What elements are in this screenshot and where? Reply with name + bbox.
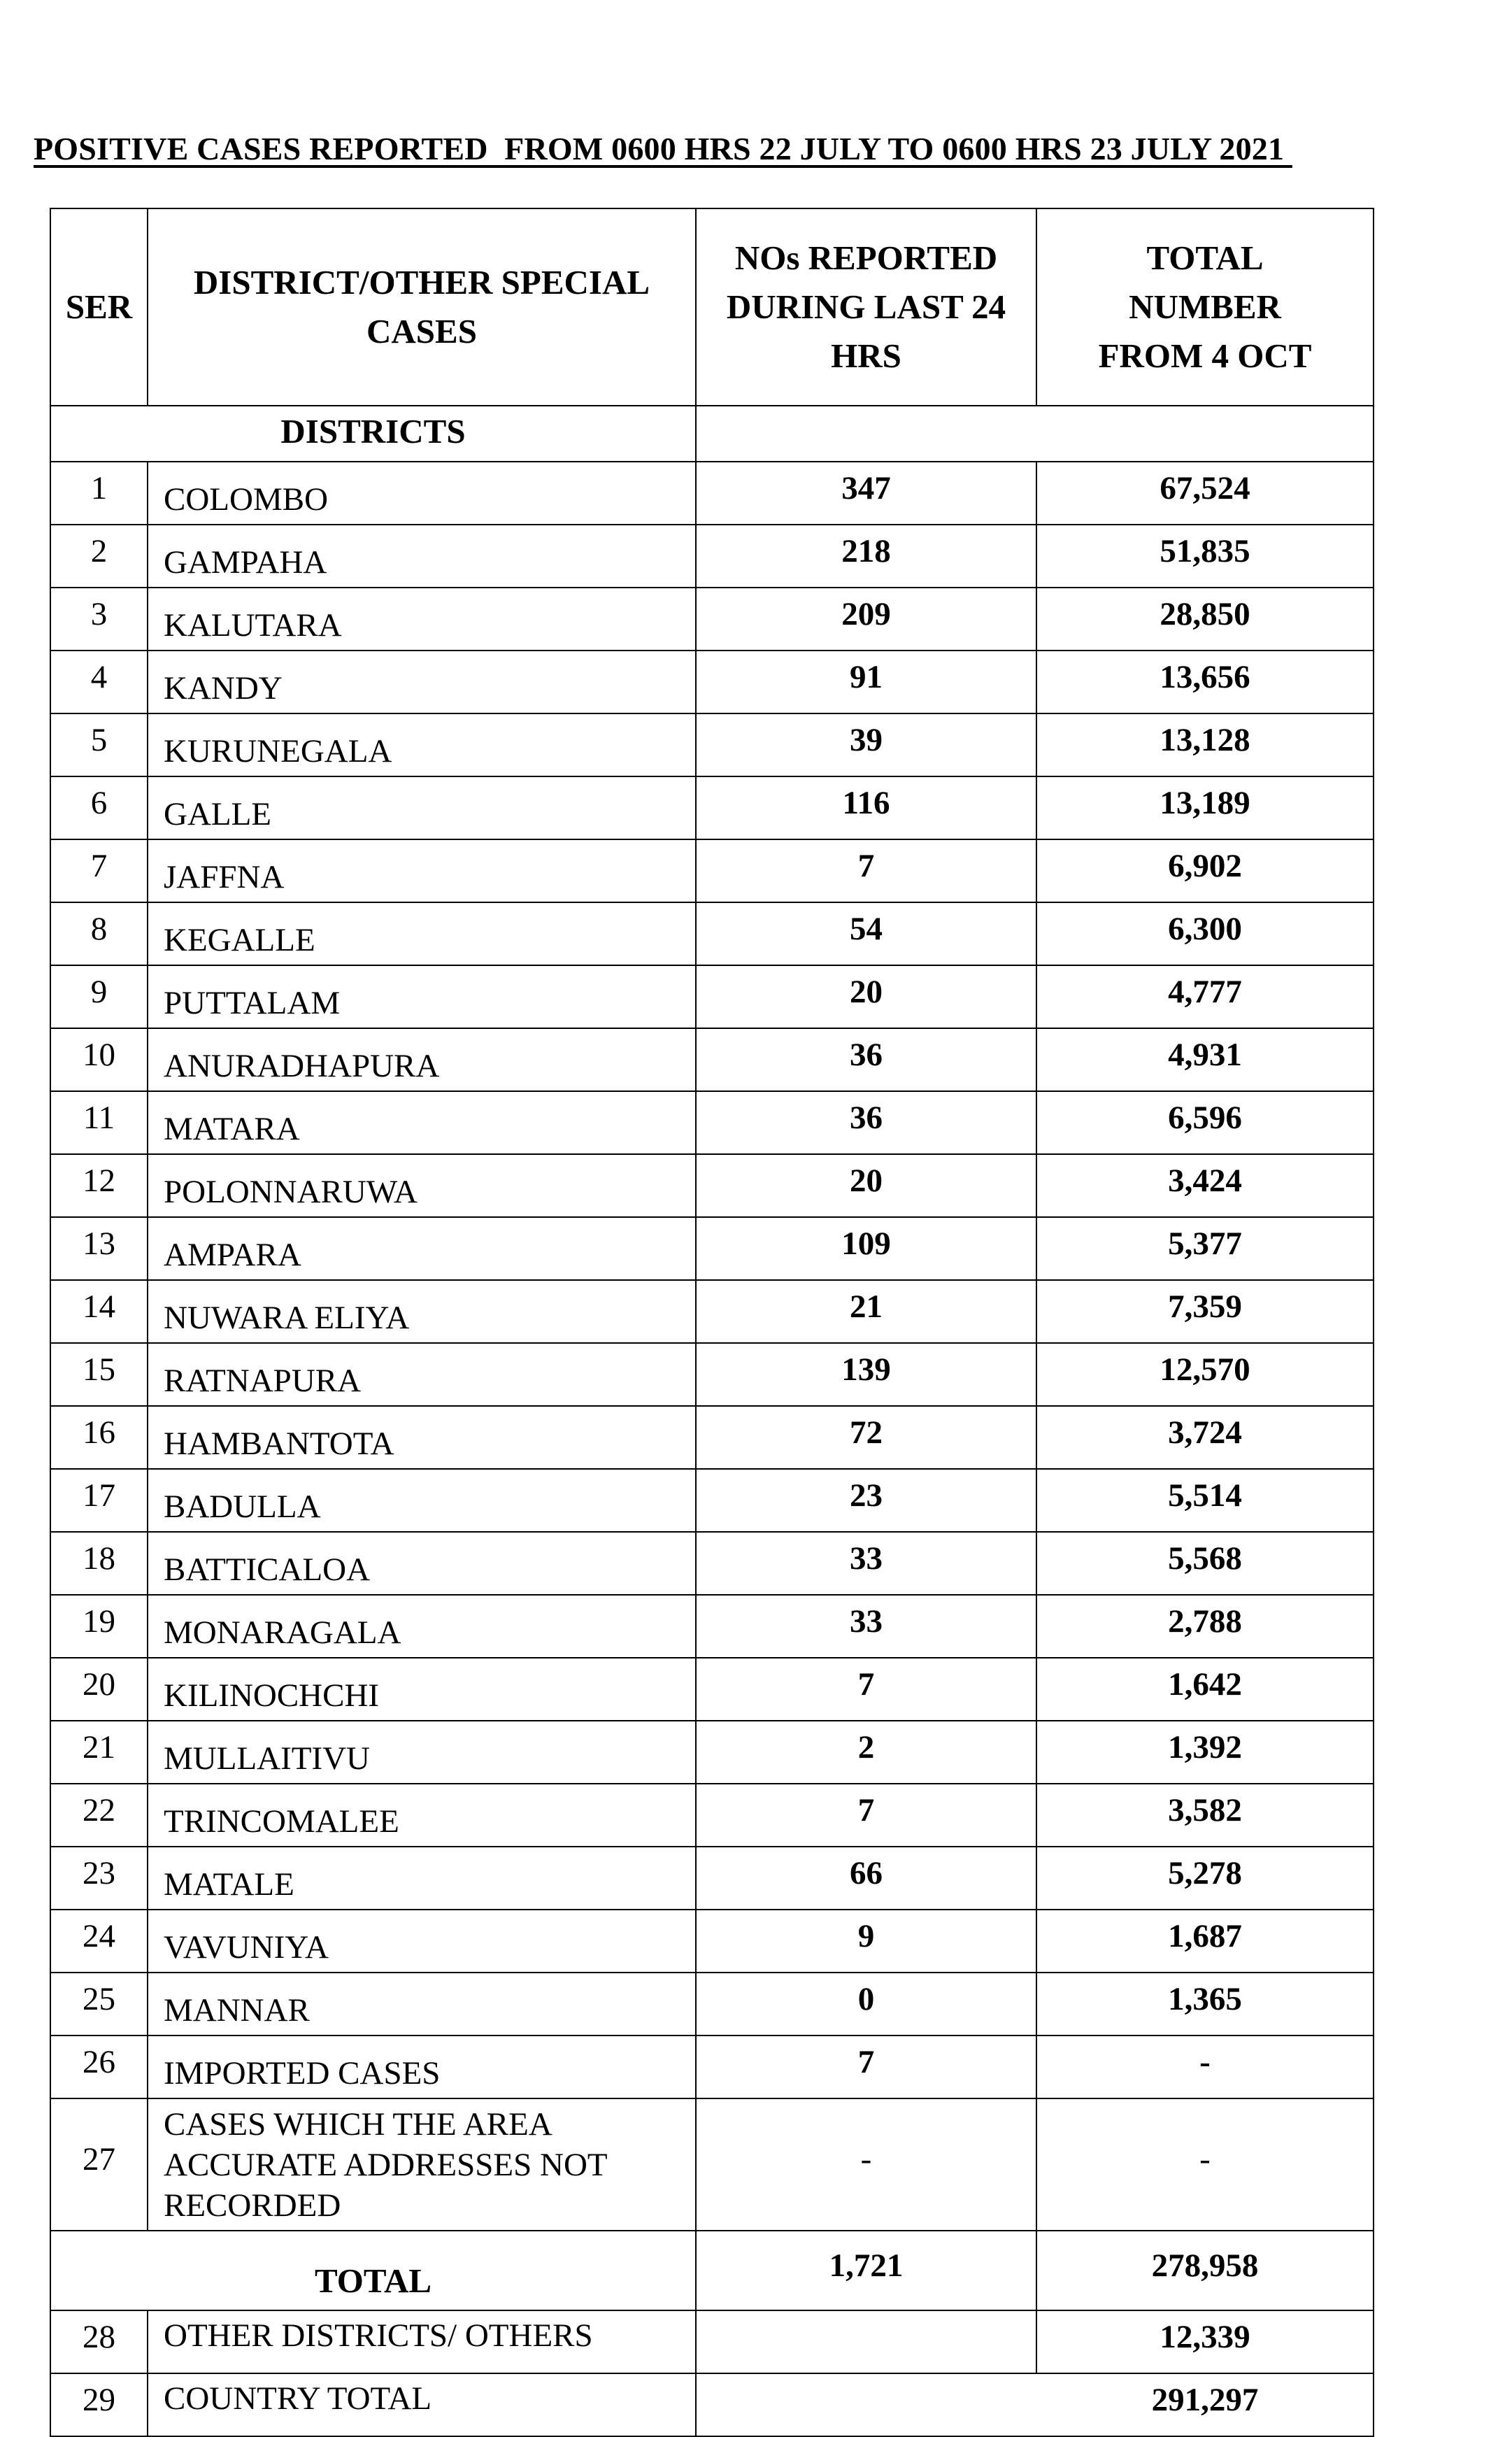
row-total: - [1036,2035,1374,2098]
row-last24: 72 [696,1406,1036,1469]
row-total: - [1036,2098,1374,2231]
header-district [148,208,696,406]
table-row [50,462,1374,525]
page-title: POSITIVE CASES REPORTED FROM 0600 HRS 22 JULY TO 0600 HRS 23 JULY 2021 [34,131,1292,166]
total-last24: 1,721 [696,2231,1036,2310]
row-total: 13,128 [1036,713,1374,776]
table-row [50,588,1374,651]
table-row [50,1280,1374,1343]
row-total: 6,902 [1036,839,1374,902]
row-ser: 7 [50,839,148,902]
row-ser: 18 [50,1532,148,1595]
header-total-label: TOTAL NUMBER FROM 4 OCT [1098,239,1312,375]
total-total: 278,958 [1036,2231,1374,2310]
row-name: ANURADHAPURA [148,1028,696,1091]
row-name: MANNAR [148,1973,696,2035]
row-name: GAMPAHA [148,525,696,588]
header-last24 [696,208,1036,406]
row-name: VAVUNIYA [148,1910,696,1973]
row-name: COUNTRY TOTAL [148,2373,696,2436]
table-row [50,2035,1374,2098]
row-total: 4,777 [1036,965,1374,1028]
row-name: KURUNEGALA [148,713,696,776]
row-last24: 33 [696,1532,1036,1595]
row-ser: 16 [50,1406,148,1469]
row-ser: 4 [50,651,148,713]
table-row [50,1595,1374,1658]
table-row [50,1217,1374,1280]
row-last24: 109 [696,1217,1036,1280]
row-name: COLOMBO [148,462,696,525]
row-name: RATNAPURA [148,1343,696,1406]
table-row [50,965,1374,1028]
row-last24: 36 [696,1028,1036,1091]
table-row [50,1406,1374,1469]
row-last24: 7 [696,2035,1036,2098]
row-name: IMPORTED CASES [148,2035,696,2098]
row-last24: 116 [696,776,1036,839]
row-name: MONARAGALA [148,1595,696,1658]
row-last24: 54 [696,902,1036,965]
row-name: PUTTALAM [148,965,696,1028]
row-last24: 36 [696,1091,1036,1154]
header-total [1036,208,1374,406]
table-row [50,1469,1374,1532]
row-last24-empty [696,2310,1036,2373]
row-total: 1,687 [1036,1910,1374,1973]
row-ser: 1 [50,462,148,525]
row-total: 1,365 [1036,1973,1374,2035]
table-row [50,1091,1374,1154]
row-name: MATALE [148,1847,696,1910]
section-label: DISTRICTS [50,406,696,462]
row-total: 3,424 [1036,1154,1374,1217]
row-last24: 39 [696,713,1036,776]
header-district-label: DISTRICT/OTHER SPECIAL CASES [193,263,650,350]
table-row [50,1721,1374,1784]
table-row [50,1784,1374,1847]
header-row [50,208,1374,406]
row-last24: 21 [696,1280,1036,1343]
row-last24: 209 [696,588,1036,651]
row-name: KILINOCHCHI [148,1658,696,1721]
row-total: 3,724 [1036,1406,1374,1469]
row-total: 3,582 [1036,1784,1374,1847]
row-ser: 2 [50,525,148,588]
row-ser: 6 [50,776,148,839]
row-ser: 11 [50,1091,148,1154]
table-row [50,1532,1374,1595]
row-last24: - [696,2098,1036,2231]
row-total: 13,189 [1036,776,1374,839]
row-ser: 15 [50,1343,148,1406]
row-total: 1,642 [1036,1658,1374,1721]
row-total: 291,297 [696,2373,1374,2436]
row-ser: 17 [50,1469,148,1532]
row-last24: 9 [696,1910,1036,1973]
row-ser: 26 [50,2035,148,2098]
row-total: 67,524 [1036,462,1374,525]
row-ser: 10 [50,1028,148,1091]
row-total: 7,359 [1036,1280,1374,1343]
table-row [50,525,1374,588]
row-total: 12,339 [1036,2310,1374,2373]
row-name: KANDY [148,651,696,713]
row-total: 5,514 [1036,1469,1374,1532]
row-name: NUWARA ELIYA [148,1280,696,1343]
table-row [50,776,1374,839]
row-name: MULLAITIVU [148,1721,696,1784]
row-last24: 33 [696,1595,1036,1658]
row-total: 6,300 [1036,902,1374,965]
row-last24: 7 [696,1784,1036,1847]
row-total: 28,850 [1036,588,1374,651]
table-row-28 [50,2310,1374,2373]
header-ser: SER [50,208,148,406]
table-row [50,651,1374,713]
row-total: 12,570 [1036,1343,1374,1406]
row-last24: 7 [696,839,1036,902]
row-last24: 23 [696,1469,1036,1532]
row-total: 5,377 [1036,1217,1374,1280]
row-ser: 5 [50,713,148,776]
row-last24: 66 [696,1847,1036,1910]
table-row-29 [50,2373,1374,2436]
row-total: 2,788 [1036,1595,1374,1658]
total-label: TOTAL [50,2231,696,2310]
row-name: OTHER DISTRICTS/ OTHERS [148,2310,696,2373]
row-last24: 0 [696,1973,1036,2035]
row-last24: 91 [696,651,1036,713]
row-ser: 27 [50,2098,148,2231]
table-row [50,839,1374,902]
row-name: KEGALLE [148,902,696,965]
table-row [50,713,1374,776]
table-row [50,1343,1374,1406]
row-total: 1,392 [1036,1721,1374,1784]
row-last24: 7 [696,1658,1036,1721]
row-total: 51,835 [1036,525,1374,588]
total-row [50,2231,1374,2310]
row-ser: 25 [50,1973,148,2035]
row-ser: 14 [50,1280,148,1343]
row-name: GALLE [148,776,696,839]
row-total: 13,656 [1036,651,1374,713]
row-ser: 23 [50,1847,148,1910]
row-ser: 29 [50,2373,148,2436]
row-ser: 20 [50,1658,148,1721]
table-row [50,902,1374,965]
row-ser: 3 [50,588,148,651]
row-name: POLONNARUWA [148,1154,696,1217]
row-name: BATTICALOA [148,1532,696,1595]
row-last24: 139 [696,1343,1036,1406]
table-row [50,1847,1374,1910]
row-name: BADULLA [148,1469,696,1532]
row-total: 5,278 [1036,1847,1374,1910]
header-last24-label: NOs REPORTED DURING LAST 24 HRS [726,239,1006,375]
row-name: MATARA [148,1091,696,1154]
row-ser: 28 [50,2310,148,2373]
row-last24: 218 [696,525,1036,588]
row-ser: 9 [50,965,148,1028]
row-name-line-2: ACCURATE ADDRESSES NOT [164,2146,608,2183]
section-empty-cell [696,406,1374,462]
row-total: 4,931 [1036,1028,1374,1091]
row-name: AMPARA [148,1217,696,1280]
row-ser: 19 [50,1595,148,1658]
cases-table [50,208,1374,2437]
row-ser: 22 [50,1784,148,1847]
row-ser: 21 [50,1721,148,1784]
table-row [50,1910,1374,1973]
row-name: JAFFNA [148,839,696,902]
table-row [50,1154,1374,1217]
row-total: 5,568 [1036,1532,1374,1595]
row-name-line-1: CASES WHICH THE AREA [164,2105,552,2143]
table-row [50,1658,1374,1721]
row-last24: 347 [696,462,1036,525]
row-total: 6,596 [1036,1091,1374,1154]
row-ser: 24 [50,1910,148,1973]
row-name: HAMBANTOTA [148,1406,696,1469]
row-name: KALUTARA [148,588,696,651]
table-row [50,1973,1374,2035]
row-ser: 12 [50,1154,148,1217]
table-row [50,1028,1374,1091]
row-name: TRINCOMALEE [148,1784,696,1847]
row-last24: 2 [696,1721,1036,1784]
row-last24: 20 [696,965,1036,1028]
row-ser: 8 [50,902,148,965]
row-ser: 13 [50,1217,148,1280]
row-name-line-3: RECORDED [164,2187,341,2224]
row-last24: 20 [696,1154,1036,1217]
section-row [50,406,1374,462]
